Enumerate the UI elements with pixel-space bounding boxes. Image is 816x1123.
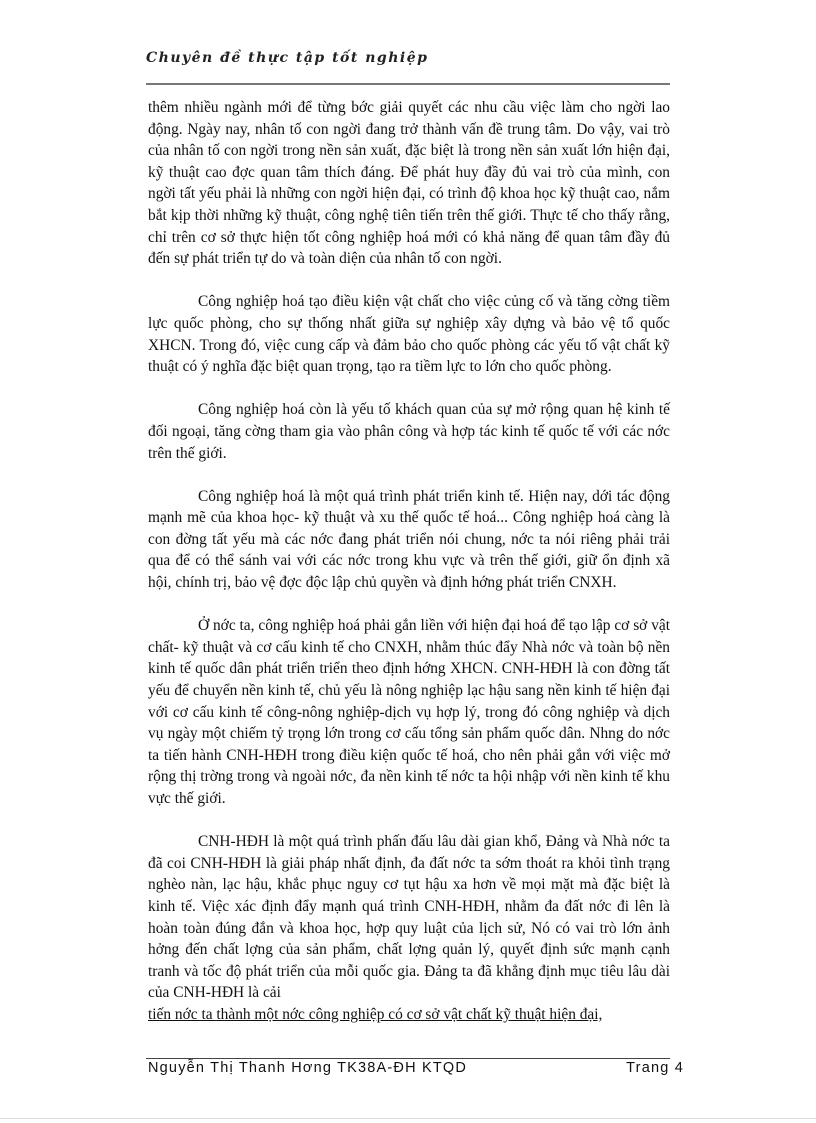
- header-divider: [146, 83, 670, 85]
- paragraph-3: Công nghiệp hoá còn là yếu tố khách quan của sự mở rộng quan hệ kinh tế đối ngoại, tăng cờng tham gia vào phân công và hợp tác kinh tế quốc tế với các nớc trên thế giới.: [148, 401, 670, 462]
- paragraph-1: thêm nhiều ngành mới để từng bớc giải quyết các nhu cầu việc làm cho ngời lao động. Ngày nay, nhân tố con ngời đang trở thành vấn đề trung tâm. Do vậy, vai trò của nhân tố con ngời trong nền sản xuất, đặc biệt là trong nền sản xuất lớn hiện đại, kỹ thuật cao đợc quan tâm thích đáng. Để phát huy đầy đủ vai trò của mình, con ngời tất yếu phải là những con ngời hiện đại, có trình độ khoa học kỹ thuật cao, nắm bắt kịp thời những kỹ thuật, công nghệ tiên tiến trên thế giới. Thực tế cho thấy rằng, chỉ trên cơ sở thực hiện tốt công nghiệp hoá mới có khả năng để quan tâm đầy đủ đến sự phát triển tự do và toàn diện của nhân tố con ngời.: [148, 99, 670, 268]
- page-header-title: Chuyên đề thực tập tốt nghiệp: [146, 50, 429, 66]
- page-footer: [148, 1060, 684, 1082]
- paragraph-2: Công nghiệp hoá tạo điều kiện vật chất cho việc củng cố và tăng cờng tiềm lực quốc phòng, cho sự thống nhất giữa sự nghiệp xây dựng và bảo vệ tổ quốc XHCN. Trong đó, việc cung cấp và đảm bảo cho quốc phòng các yếu tố vật chất kỹ thuật có ý nghĩa đặc biệt quan trọng, tạo ra tiềm lực to lớn cho quốc phòng.: [148, 293, 670, 376]
- footer-author: Nguyễn Thị Thanh Hơng TK38A-ĐH KTQD: [148, 1060, 468, 1076]
- footer-page-number: Trang 4: [626, 1060, 684, 1076]
- document-body: [148, 97, 670, 1026]
- footer-divider: [146, 1058, 670, 1059]
- paragraph-6: CNH-HĐH là một quá trình phấn đấu lâu dài gian khổ, Đảng và Nhà nớc ta đã coi CNH-HĐH là giải pháp nhất định, đa đất nớc ta sớm thoát ra khỏi tình trạng nghèo nàn, lạc hậu, khắc phục nguy cơ tụt hậu xa hơn về mọi mặt mà đặc biệt là kinh tế. Việc xác định đẩy mạnh quá trình CNH-HĐH, nhằm đa đất nớc đi lên là hoàn toàn đúng đắn và khoa học, hợp quy luật của lịch sử, Nó có vai trò lớn ảnh hởng đến chất lợng của sản phẩm, chất lợng quản lý, quyết định sức mạnh cạnh tranh và tốc độ phát triển của mỗi quốc gia. Đảng ta đã khẳng định mục tiêu lâu dài của CNH-HĐH là cải: [148, 833, 670, 1002]
- paragraph-5: Ở nớc ta, công nghiệp hoá phải gắn liền với hiện đại hoá để tạo lập cơ sở vật chất- kỹ thuật và cơ cấu kinh tế cho CNXH, nhằm thúc đẩy Nhà nớc và toàn bộ nền kinh tế quốc dân phát triển triển theo định hớng XHCN. CNH-HĐH là con đờng tất yếu để chuyển nền kinh tế, chủ yếu là nông nghiệp lạc hậu sang nền kinh tế hiện đại với cơ cấu kinh tế công-nông nghiệp-dịch vụ hợp lý, trong đó công nghiệp và dịch vụ ngày một chiếm tỷ trọng lớn trong cơ cấu tổng sản phẩm quốc dân. Nhng do nớc ta tiến hành CNH-HĐH trong điều kiện quốc tế hoá, cho nên phải gắn với việc mở rộng thị trờng trong và ngoài nớc, đa nền kinh tế nớc ta hội nhập với nền kinh tế khu vực thế giới.: [148, 617, 670, 807]
- paragraph-4: Công nghiệp hoá là một quá trình phát triển kinh tế. Hiện nay, dới tác động mạnh mẽ của khoa học- kỹ thuật và xu thế quốc tế hoá... Công nghiệp hoá càng là con đờng tất yếu mà các nớc đang phát triển nói chung, nớc ta nói riêng phải trải qua để có thể sánh vai với các nớc trong khu vực và trên thế giới, giữ ổn định xã hội, chính trị, bảo vệ đợc độc lập chủ quyền và định hớng phát triển CNXH.: [148, 487, 670, 592]
- paragraph-6-continued-underlined: tiến nớc ta thành một nớc công nghiệp có cơ sở vật chất kỹ thuật hiện đại,: [148, 1005, 603, 1023]
- page-bottom-border: [0, 1118, 816, 1119]
